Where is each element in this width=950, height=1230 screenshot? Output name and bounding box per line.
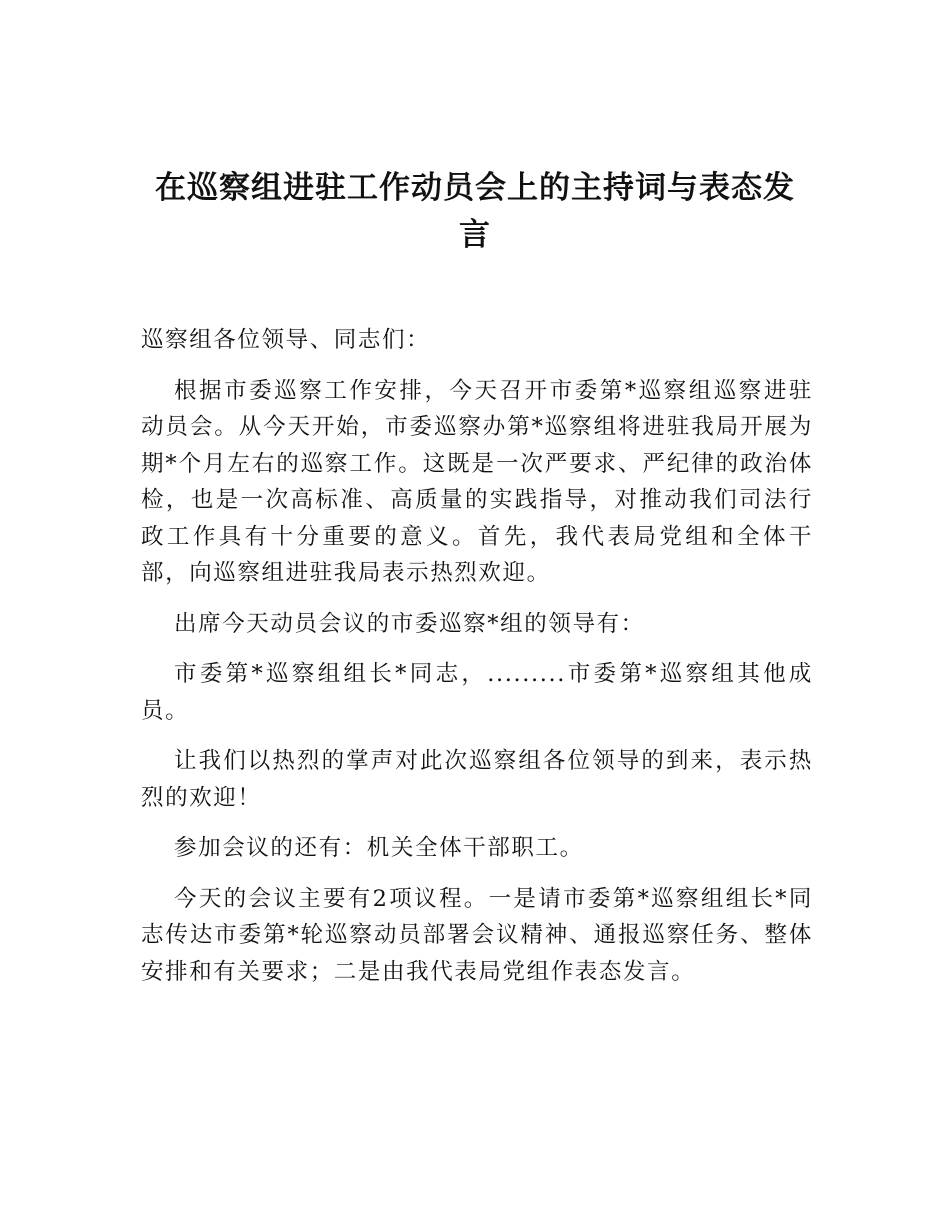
salutation: 巡察组各位领导、同志们： bbox=[141, 327, 431, 353]
paragraph-agenda: 今天的会议主要有2项议程。一是请市委第*巡察组组长*同志传达市委第*轮巡察动员部署会议精神、通报巡察任务、整体安排和有关要求；二是由我代表局党组作表态发言。 bbox=[141, 885, 813, 985]
paragraph-attendees-list: 市委第*巡察组组长*同志，.........市委第*巡察组其他成员。 bbox=[141, 661, 813, 724]
document-body bbox=[141, 322, 813, 1004]
paragraph-attendees-intro: 出席今天动员会议的市委巡察*组的领导有： bbox=[174, 610, 645, 637]
document-title: 在巡察组进驻工作动员会上的主持词与表态发言 bbox=[155, 170, 795, 253]
paragraph-participants: 参加会议的还有：机关全体干部职工。 bbox=[174, 835, 584, 861]
paragraph-welcome: 让我们以热烈的掌声对此次巡察组各位领导的到来，表示热烈的欢迎！ bbox=[141, 748, 813, 811]
paragraph-intro: 根据市委巡察工作安排，今天召开市委第*巡察组巡察进驻动员会。从今天开始，市委巡察办第*巡察组将进驻我局开展为期*个月左右的巡察工作。这既是一次严要求、严纪律的政治体检，也是一次高标准、高质量的实践指导，对推动我们司法行政工作具有十分重要的意义。首先，我代表局党组和全体干部，向巡察组进驻我局表示热烈欢迎。 bbox=[141, 377, 813, 586]
